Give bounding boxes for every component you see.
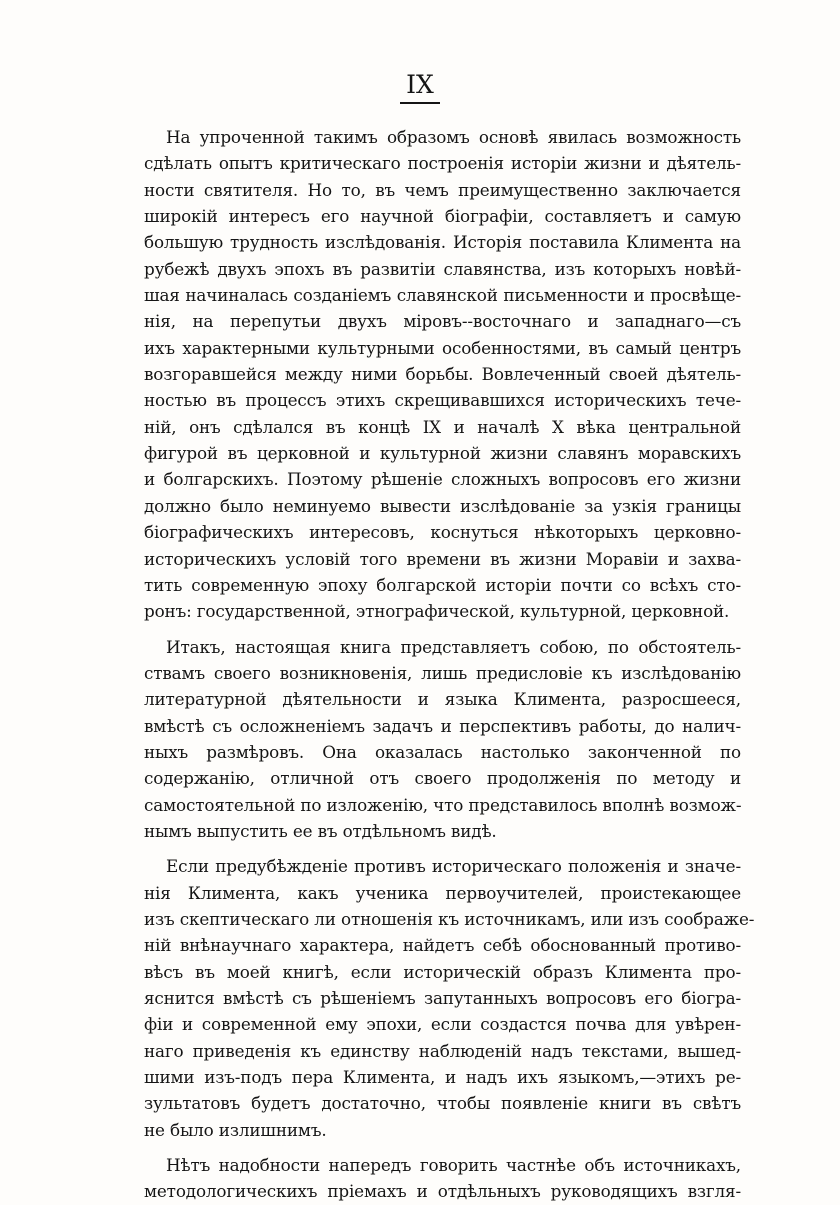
text-line: Если предубѣжденіе противъ историческаго положенія и значе- [166,856,741,877]
paragraph-gap [144,844,741,853]
text-line: вѣсъ въ моей книгѣ, если историческій образъ Климента про- [144,961,741,982]
text-line: изъ скептическаго ли отношенія къ источникамъ, или изъ соображе- [144,908,755,929]
text-line: наго приведенія къ единству наблюденій надъ текстами, вышед- [144,1040,741,1061]
text-line: содержанію, отличной отъ своего продолженія по методу и [144,768,741,789]
paragraph-gap [144,1143,741,1152]
text-line: и болгарскихъ. Поэтому рѣшеніе сложныхъ вопросовъ его жизни [144,469,741,490]
text-line: тить современную эпоху болгарской исторіи почти со всѣхъ сто- [144,574,741,595]
text-line: ній внѣнаучнаго характера, найдетъ себѣ обоснованный противо- [144,935,741,956]
text-line: должно было неминуемо вывести изслѣдованіе за узкія границы [144,495,741,516]
text-line: широкій интересъ его научной біографіи, составляетъ и самую [144,206,741,227]
text-line: ности святителя. Но то, въ чемъ преимущественно заключается [144,179,741,200]
page-number-text: IX [400,70,440,104]
text-line: методологическихъ пріемахъ и отдѣльныхъ руководящихъ взгля- [144,1181,741,1202]
page-number [0,70,840,104]
text-line: На упроченной такимъ образомъ основѣ явилась возможность [166,127,741,147]
text-line: ній, онъ сдѣлался въ концѣ IX и началѣ X вѣка центральной [144,416,741,437]
text-line: біографическихъ интересовъ, коснуться нѣкоторыхъ церковно- [144,522,741,543]
text-line: рубежѣ двухъ эпохъ въ развитіи славянства, изъ которыхъ новѣй- [144,258,741,279]
paragraph [144,634,741,845]
text-line: ствамъ своего возникновенія, лишь предисловіе къ изслѣдованію [144,662,741,683]
paragraph-gap [144,625,741,634]
text-line: нымъ выпустить ее въ отдѣльномъ видѣ. [144,820,497,841]
text-line: ностью въ процессъ этихъ скрещивавшихся историческихъ тече- [144,390,741,411]
text-line: нія Климента, какъ ученика первоучителей, проистекающее [144,882,741,903]
paragraph [144,124,741,625]
text-line: зультатовъ будетъ достаточно, чтобы появленіе книги въ свѣтъ [144,1093,741,1114]
text-line: шая начиналась созданіемъ славянской письменности и просвѣще- [144,285,741,306]
text-line: вмѣстѣ съ осложненіемъ задачъ и перспективъ работы, до налич- [144,715,741,736]
text-line: фіи и современной ему эпохи, если создастся почва для увѣрен- [144,1014,741,1035]
text-line: ронъ: государственной, этнографической, культурной, церковной. [144,601,730,622]
text-line: самостоятельной по изложенію, что представилось вполнѣ возмож- [144,794,742,815]
text-line: шими изъ-подъ пера Климента, и надъ ихъ языкомъ,—этихъ ре- [144,1067,741,1088]
text-line: Итакъ, настоящая книга представляетъ собою, по обстоятель- [166,636,741,657]
text-line: сдѣлать опытъ критическаго построенія исторіи жизни и дѣятель- [144,153,741,174]
text-line: нія, на перепутьи двухъ міровъ--восточнаго и западнаго—съ [144,311,741,332]
text-line: литературной дѣятельности и языка Климента, разросшееся, [144,689,741,710]
paragraph [144,853,755,1143]
text-line: историческихъ условій того времени въ жизни Моравіи и захва- [144,548,741,569]
text-line: большую трудность изслѣдованія. Исторія поставила Климента на [144,232,741,253]
text-line: не было излишнимъ. [144,1119,327,1140]
body-text [144,124,755,1205]
text-line: ихъ характерными культурными особенностями, въ самый центръ [144,337,741,358]
paragraph [144,1152,741,1205]
text-line: ныхъ размѣровъ. Она оказалась настолько законченной по [144,741,741,762]
text-line: фигурой въ церковной и культурной жизни славянъ моравскихъ [144,443,741,464]
text-line: яснится вмѣстѣ съ рѣшеніемъ запутанныхъ вопросовъ его біогра- [144,988,741,1008]
text-line: возгоравшейся между ними борьбы. Вовлеченный своей дѣятель- [144,364,741,385]
text-line: Нѣтъ надобности напередъ говорить частнѣе объ источникахъ, [166,1155,741,1176]
